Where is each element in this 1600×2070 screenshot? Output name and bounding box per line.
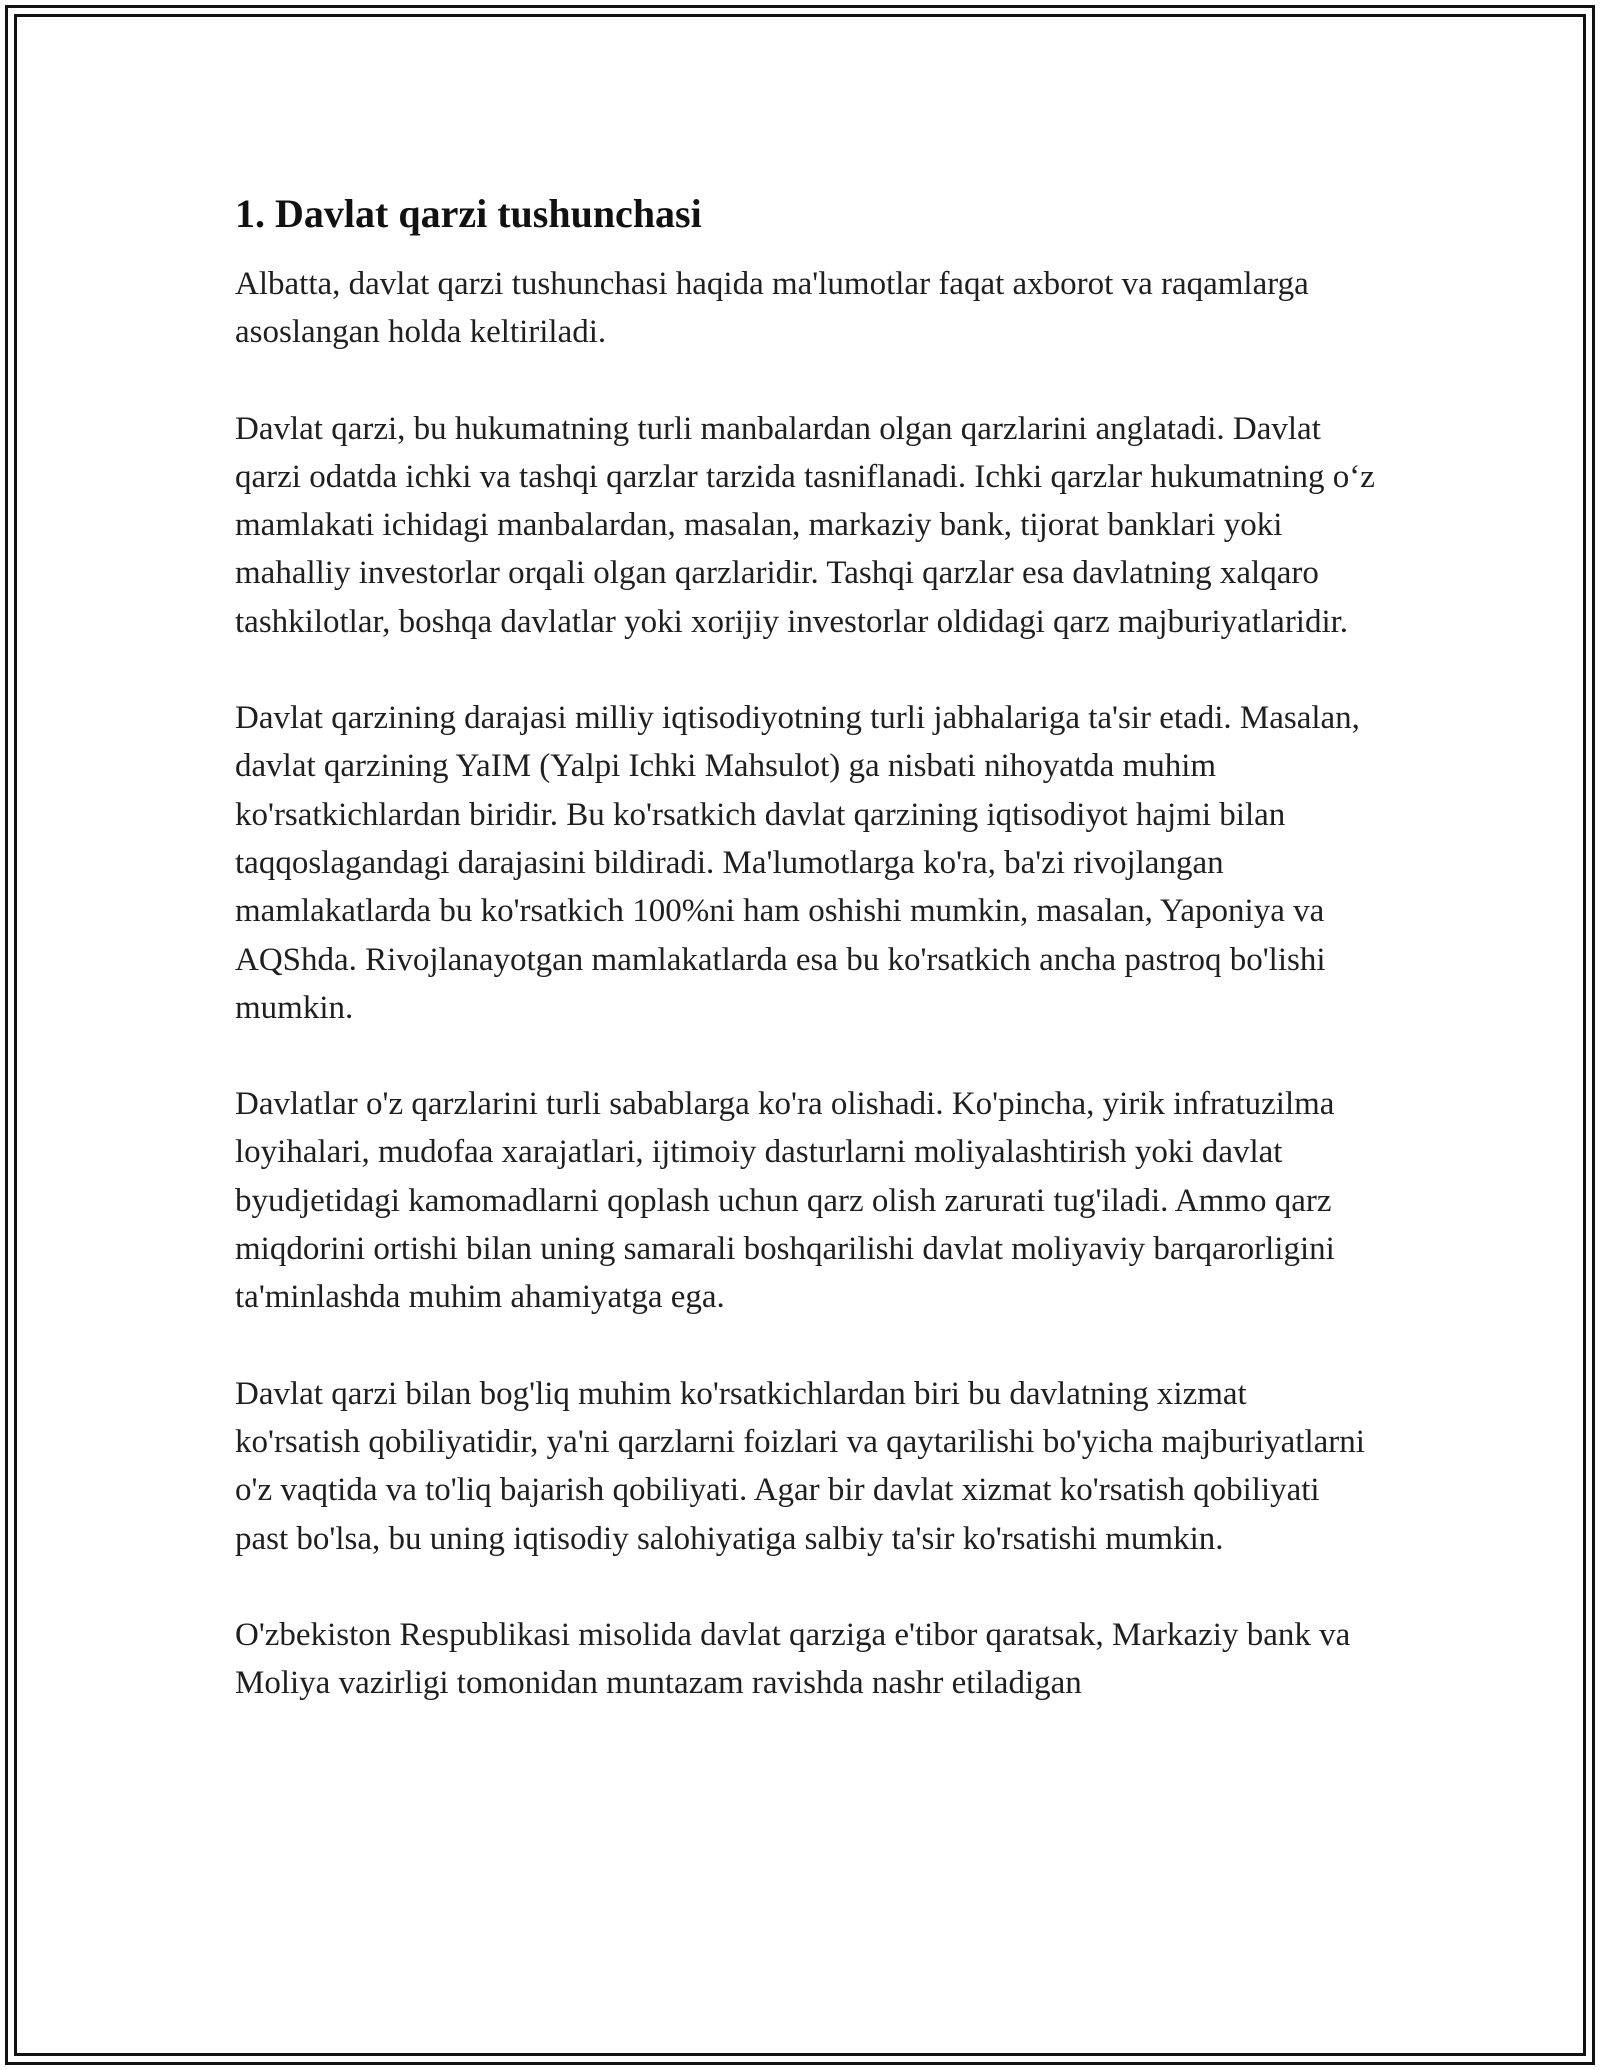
paragraph-reasons: Davlatlar o'z qarzlarini turli sabablarga ko'ra olishadi. Ko'pincha, yirik infratuzilma loyihalari, mudofaa xarajatlari, ijtimoiy dasturlarni moliyalashtirish yoki davlat byudjetidagi kamomadlarni qoplash uchun qarz olish zarurati tug'iladi. Ammo qarz miqdorini ortishi bilan uning samarali boshqarilishi davlat moliyaviy barqarorligini ta'minlashda muhim ahamiyatga ega. [235,1086,1335,1316]
paragraph-definition: Davlat qarzi, bu hukumatning turli manbalardan olgan qarzlarini anglatadi. Davlat qarzi odatda ichki va tashqi qarzlar tarzida tasniflanadi. Ichki qarzlar hukumatning o‘z mamlakati ichidagi manbalardan, masalan, markaziy bank, tijorat banklari yoki mahalliy investorlar orqali olgan qarzlaridir. Tashqi qarzlar esa davlatning xalqaro tashkilotlar, boshqa davlatlar yoki xorijiy investorlar oldidagi qarz majburiyatlaridir. [235,410,1375,640]
document-body [235,188,1375,1755]
paragraph-intro: Albatta, davlat qarzi tushunchasi haqida ma'lumotlar faqat axborot va raqamlarga asoslangan holda keltiriladi. [235,266,1309,351]
section-heading: 1. Davlat qarzi tushunchasi [235,191,702,236]
paragraph-debt-service: Davlat qarzi bilan bog'liq muhim ko'rsatkichlardan biri bu davlatning xizmat ko'rsatish qobiliyatidir, ya'ni qarzlarni foizlari va qaytarilishi bo'yicha majburiyatlarni o'z vaqtida va to'liq bajarish qobiliyati. Agar bir davlat xizmat ko'rsatish qobiliyati past bo'lsa, bu uning iqtisodiy salohiyatiga salbiy ta'sir ko'rsatishi mumkin. [235,1375,1365,1557]
paragraph-uzbekistan: O'zbekiston Respublikasi misolida davlat qarziga e'tibor qaratsak, Markaziy bank va Moliya vazirligi tomonidan muntazam ravishda nashr etiladigan [235,1616,1351,1702]
paragraph-gdp-ratio: Davlat qarzining darajasi milliy iqtisodiyotning turli jabhalariga ta'sir etadi. Masalan, davlat qarzining YaIM (Yalpi Ichki Mahsulot) ga nisbati nihoyatda muhim ko'rsatkichlardan biridir. Bu ko'rsatkich davlat qarzining iqtisodiyot hajmi bilan taqqoslagandagi darajasini bildiradi. Ma'lumotlarga ko'ra, ba'zi rivojlangan mamlakatlarda bu ko'rsatkich 100%ni ham oshishi mumkin, masalan, Yaponiya va AQShda. Rivojlanayotgan mamlakatlarda esa bu ko'rsatkich ancha pastroq bo'lishi mumkin. [235,700,1360,1026]
